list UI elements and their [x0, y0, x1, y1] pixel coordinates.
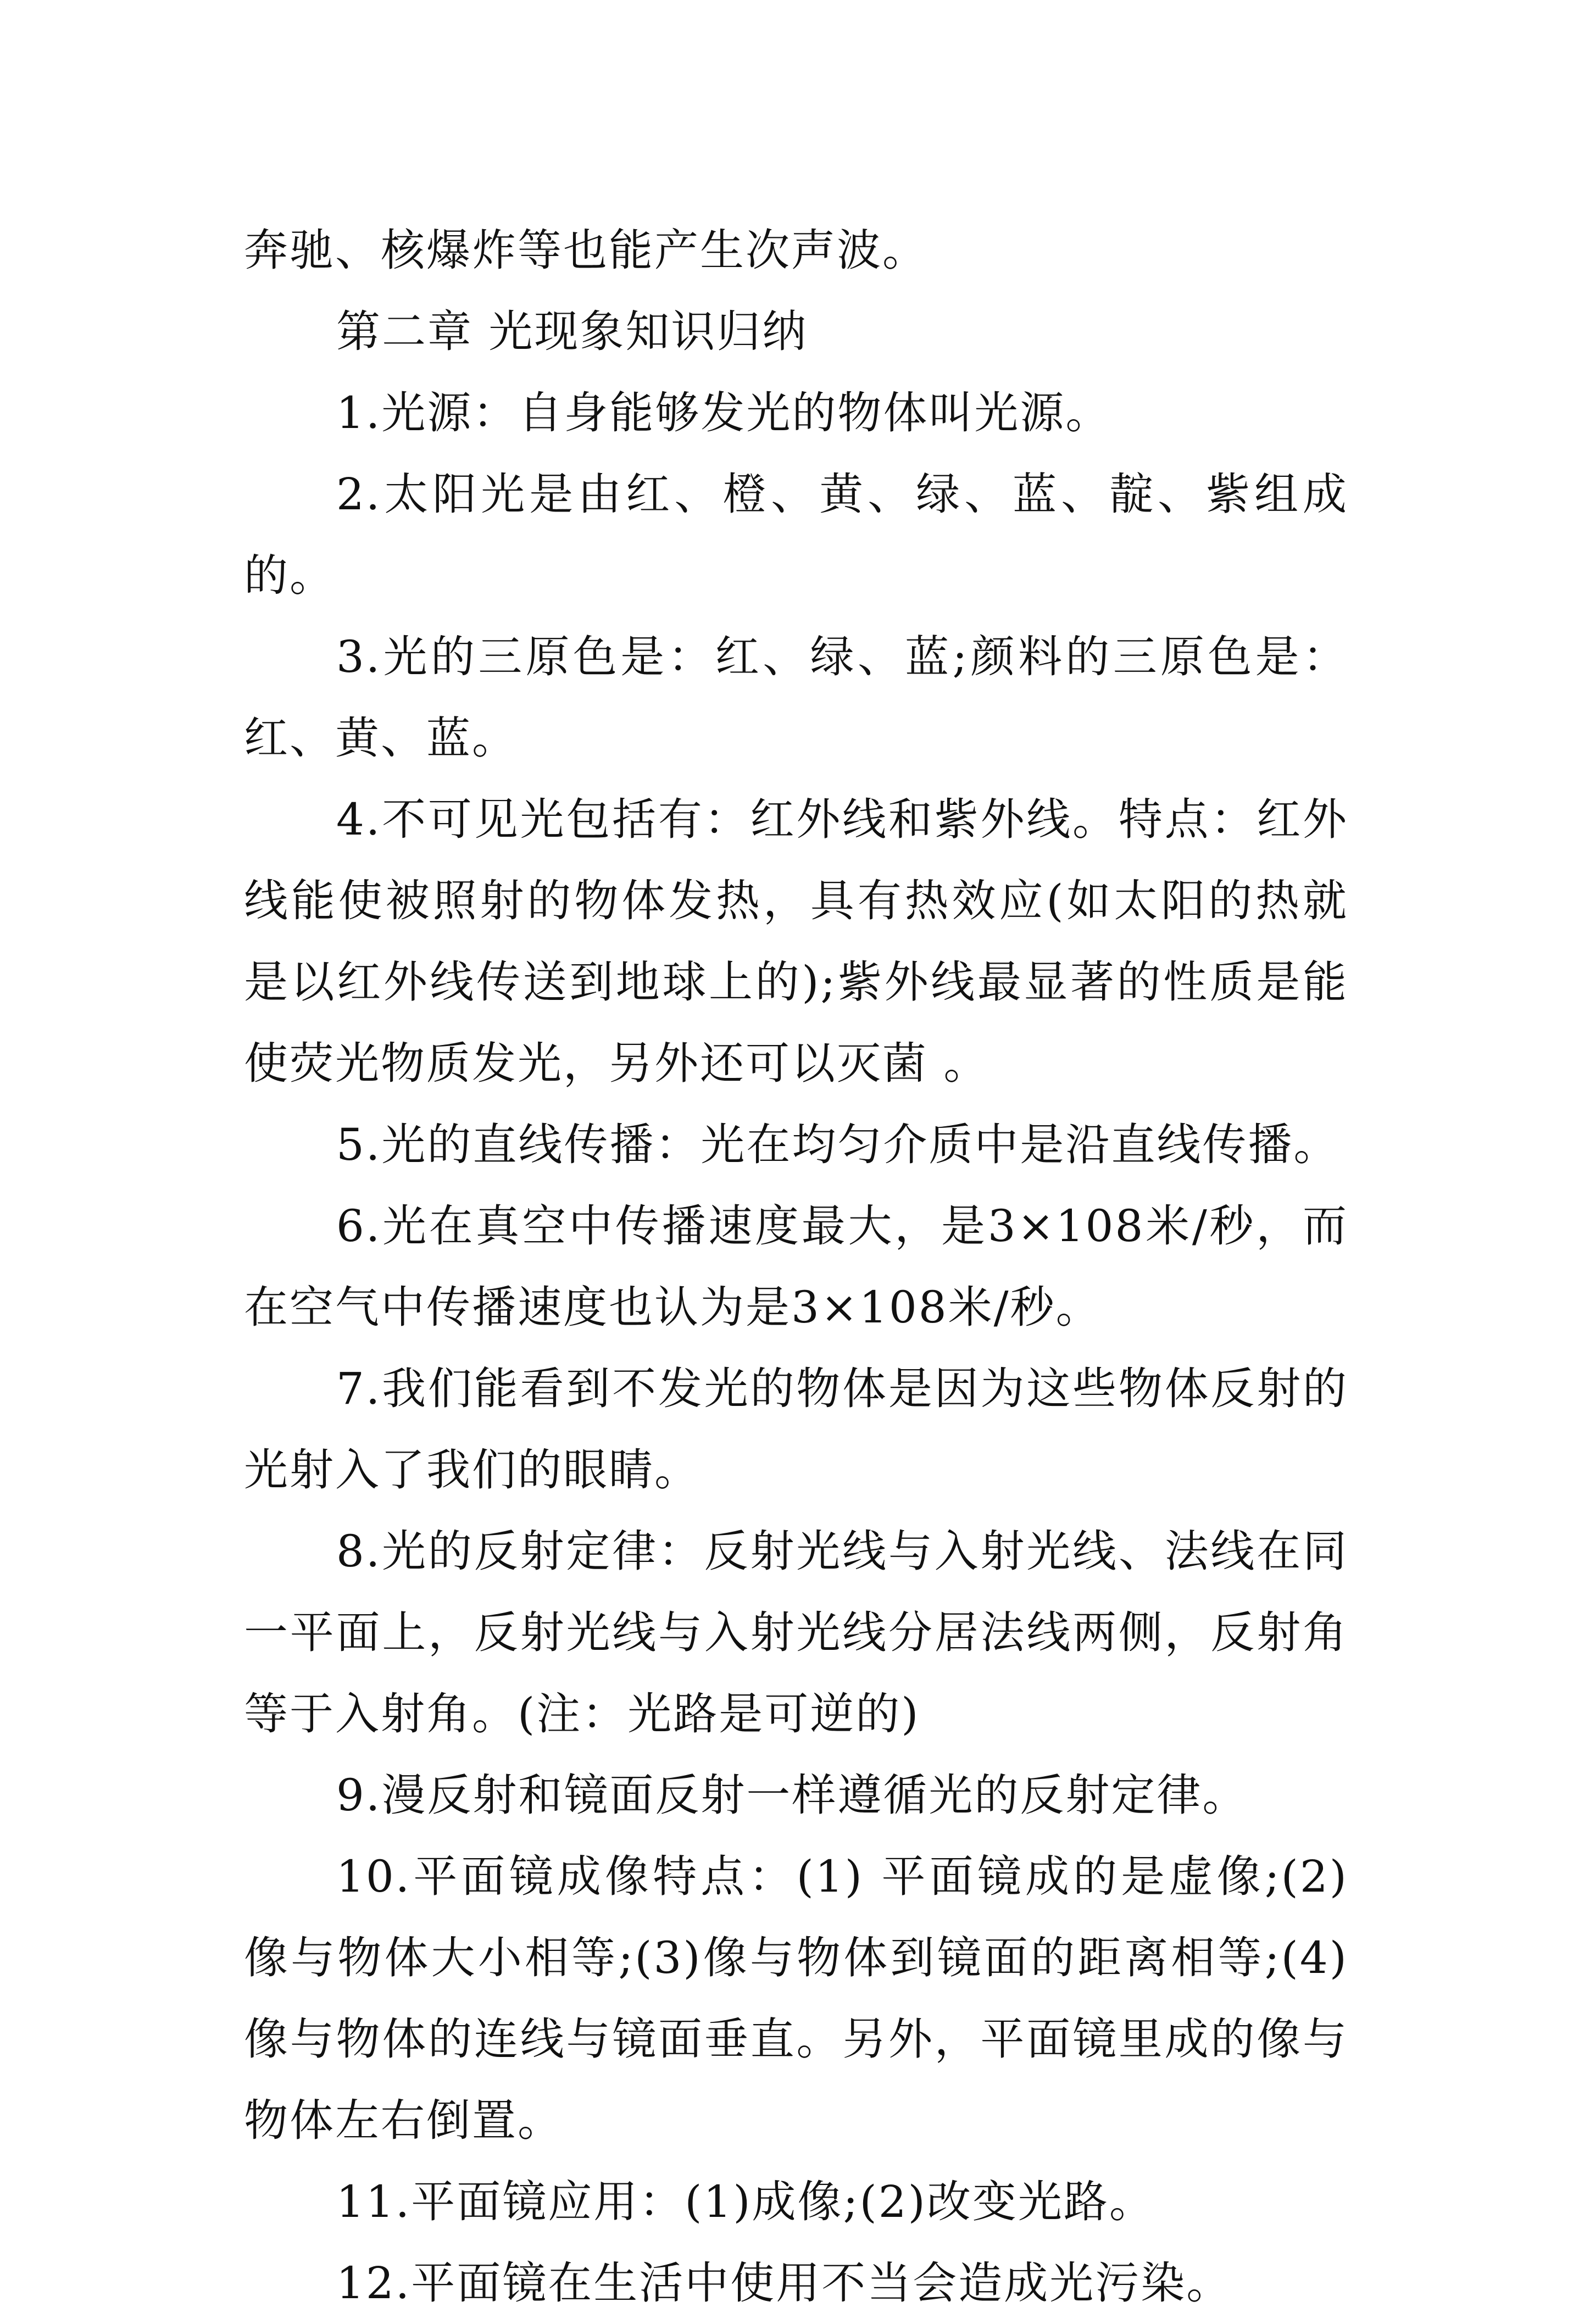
paragraph-item-12: 12.平面镜在生活中使用不当会造成光污染。: [336, 2258, 1232, 2309]
paragraph-item-8: 8.光的反射定律：反射光线与入射光线、法线在同一平面上，反射光线与入射光线分居法线两侧，反射角等于入射角。(注：光路是可逆的): [244, 1526, 1348, 1739]
paragraph-item-7: 7.我们能看到不发光的物体是因为这些物体反射的光射入了我们的眼睛。: [244, 1363, 1348, 1495]
paragraph-item-10: 10.平面镜成像特点：(1) 平面镜成的是虚像;(2) 像与物体大小相等;(3)像与物体到镜面的距离相等;(4)像与物体的连线与镜面垂直。另外，平面镜里成的像与物体左右倒置。: [244, 1851, 1348, 2146]
paragraph-item-6: 6.光在真空中传播速度最大，是3×108米/秒，而在空气中传播速度也认为是3×108米/秒。: [244, 1200, 1348, 1333]
paragraph-item-9: 9.漫反射和镜面反射一样遵循光的反射定律。: [336, 1770, 1248, 1821]
chapter-heading: 第二章 光现象知识归纳: [336, 306, 808, 357]
document-body: [244, 210, 1348, 2324]
paragraph-item-11: 11.平面镜应用：(1)成像;(2)改变光路。: [336, 2176, 1155, 2227]
paragraph-item-4: 4.不可见光包括有：红外线和紫外线。特点：红外线能使被照射的物体发热，具有热效应(如太阳的热就是以红外线传送到地球上的);紫外线最显著的性质是能使荧光物质发光，另外还可以灭菌 。: [244, 794, 1348, 1089]
paragraph-item-3: 3.光的三原色是：红、绿、蓝;颜料的三原色是：红、黄、蓝。: [244, 631, 1348, 764]
paragraph-continuation: 奔驰、核爆炸等也能产生次声波。: [244, 225, 928, 276]
paragraph-item-5: 5.光的直线传播：光在均匀介质中是沿直线传播。: [336, 1119, 1339, 1170]
paragraph-item-2: 2.太阳光是由红、橙、黄、绿、蓝、靛、紫组成的。: [244, 469, 1348, 601]
paragraph-item-1: 1.光源：自身能够发光的物体叫光源。: [336, 387, 1111, 438]
